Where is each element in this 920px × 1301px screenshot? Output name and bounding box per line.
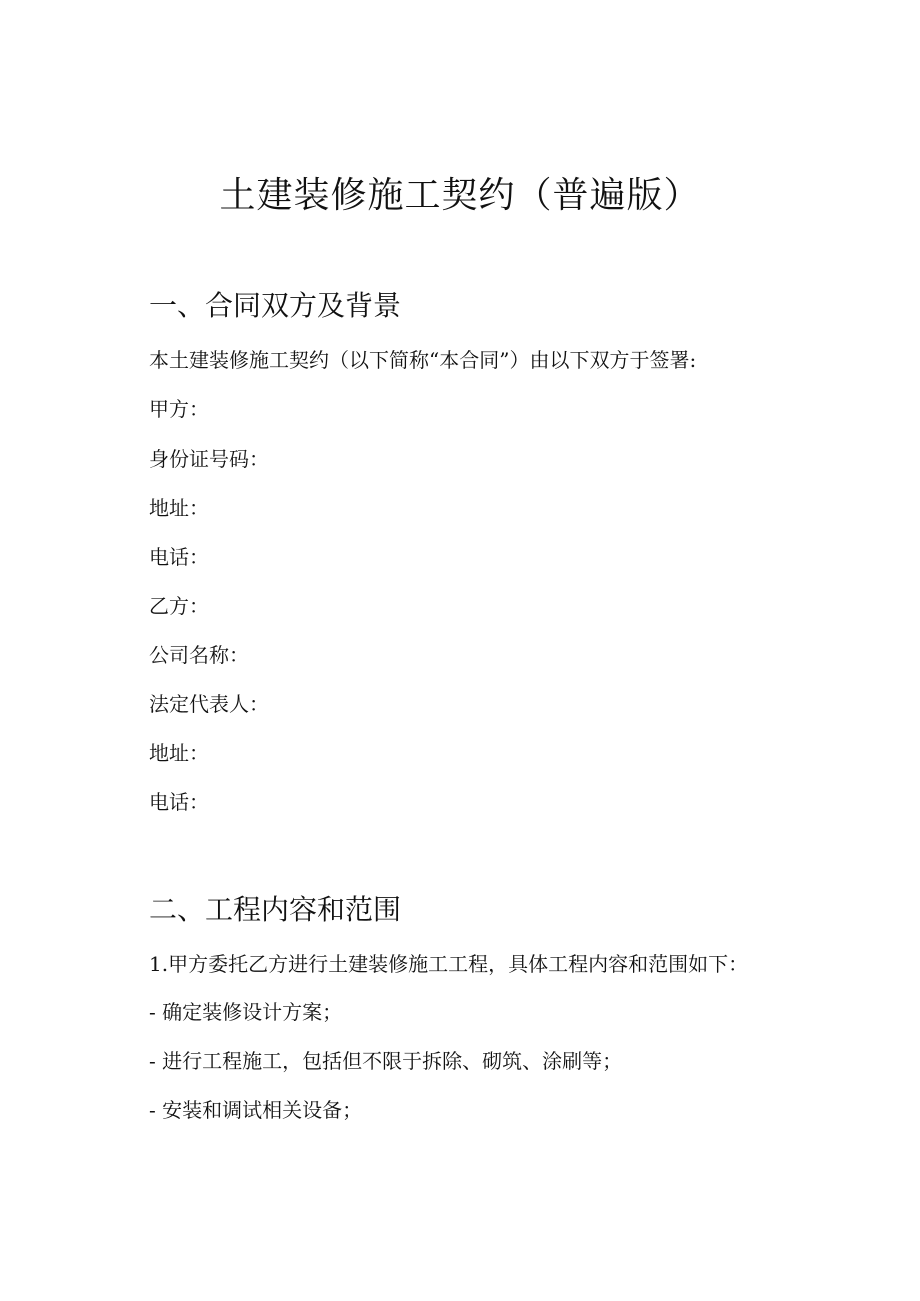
section-2-item-1: 1.甲方委托乙方进行土建装修施工工程，具体工程内容和范围如下： [149, 952, 749, 976]
party-a-id-label: 身份证号码： [149, 447, 269, 471]
section-1-intro: 本土建装修施工契约（以下简称“本合同”）由以下双方于签署: [149, 348, 697, 372]
scope-bullet: - 确定装修设计方案； [149, 1000, 343, 1024]
party-b-label: 乙方： [149, 594, 209, 618]
party-b-legal-rep-label: 法定代表人： [149, 692, 269, 716]
section-2-heading: 二、工程内容和范围 [149, 893, 402, 926]
party-a-phone-label: 电话： [149, 545, 209, 569]
party-b-address-label: 地址： [149, 741, 209, 765]
party-a-label: 甲方： [149, 397, 209, 421]
document-title: 土建装修施工契约（普遍版） [219, 175, 701, 216]
scope-bullet: - 安装和调试相关设备； [149, 1098, 363, 1122]
party-b-company-label: 公司名称： [149, 643, 249, 667]
scope-bullet: - 进行工程施工，包括但不限于拆除、砌筑、涂刷等； [149, 1049, 623, 1073]
section-1-heading: 一、合同双方及背景 [149, 289, 402, 322]
party-b-phone-label: 电话： [149, 790, 209, 814]
party-a-address-label: 地址： [149, 496, 209, 520]
